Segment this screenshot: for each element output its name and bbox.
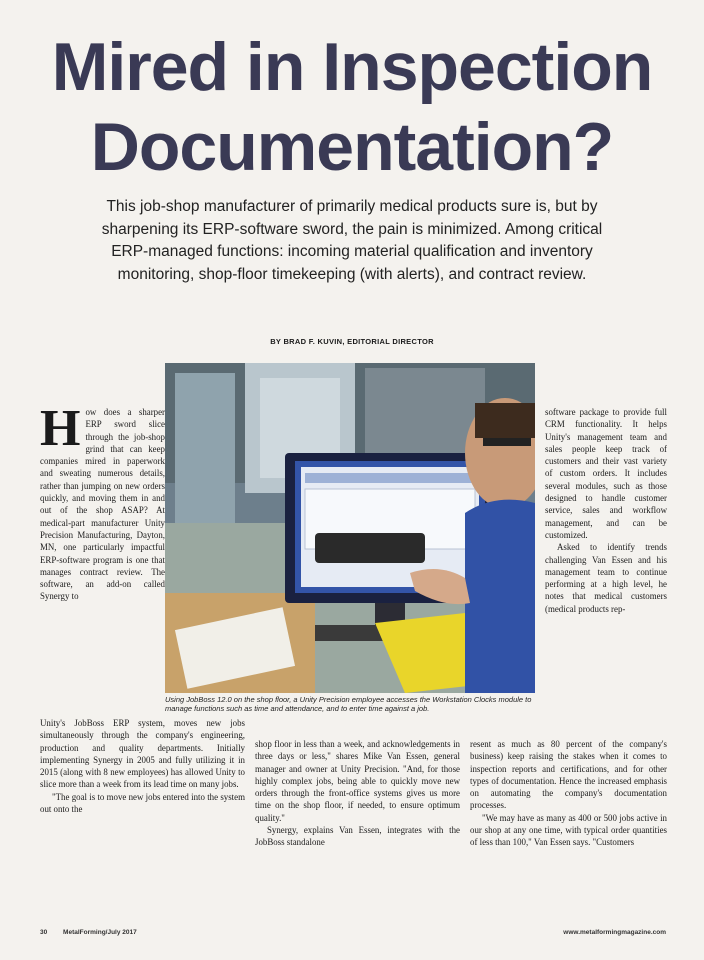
body-paragraph: Unity's JobBoss ERP system, moves new jobs simultaneously through the company's engineering, production and quality departments. Initially implementing Synergy in 2005 and fully utilizing it in 2015 (along with 8 new employees) has allowed Unity to slice more than a week from its lead time on many jobs. <box>40 718 245 790</box>
article-title-line-1: Mired in Inspection <box>51 29 653 105</box>
column-2 <box>255 738 460 849</box>
body-paragraph: Synergy, explains Van Essen, integrates with the JobBoss standalone <box>255 825 460 848</box>
shop-floor-photo <box>165 363 535 693</box>
issue-label: MetalForming/July 2017 <box>63 929 137 936</box>
body-paragraph: software package to provide full CRM functionality. It helps Unity's management team and sales people keep track of customers and their vast variety of custom orders. It includes several modules, such as those designed to handle customer service, sales and workflow management, and can be customized. <box>545 407 667 540</box>
body-paragraph: "We may have as many as 400 or 500 jobs active in our shop at any one time, with typical order quantities of less than 100," Van Essen says. "Customers <box>470 812 667 848</box>
article-deck: This job-shop manufacturer of primarily medical products sure is, but by sharpening its ERP-software sword, the pain is minimized. Among critical ERP-managed functions: incoming material qualification and inventory monitoring, shop-floor timekeeping (with alerts), and contract review. <box>101 198 603 283</box>
page-number: 30 <box>40 929 48 936</box>
byline: BY BRAD F. KUVIN, EDITORIAL DIRECTOR <box>270 337 434 346</box>
column-3-bottom <box>470 738 667 849</box>
column-1-bottom <box>40 717 245 815</box>
intro-paragraph: ow does a sharper ERP sword slice through the job-shop grind that can keep companies mired in paperwork and sweating numerous details, rather than jumping on new orders quickly, and moving them in and out of the shop ASAP? At medical-part manufacturer Unity Precision Manufacturing, Dayton, MN, one particularly impactful ERP-software program is one that manages contract review. The software, an add-on called Synergy to <box>40 407 165 602</box>
body-paragraph: resent as much as 80 percent of the company's business) keep raising the stakes when it comes to inspection reports and certifications, and for other types of documentation. Hence the increased emphasis on automating the company's documentation processes. <box>470 739 667 811</box>
page-footer-left <box>40 929 137 936</box>
body-paragraph: shop floor in less than a week, and acknowledgements in three days or less," shares Mike Van Essen, general manager and owner at Unity Precision. "And, for those highly complex jobs, being able to quickly move new orders through the front-office systems gives us more time on the shop floor, if needed, to ensure optimum quality." <box>255 739 460 823</box>
website-label: www.metalformingmagazine.com <box>563 929 666 936</box>
column-1-top <box>40 400 165 603</box>
body-paragraph: "The goal is to move new jobs entered into the system out onto the <box>40 791 245 815</box>
drop-cap: H <box>40 400 81 457</box>
column-3-top <box>545 406 667 615</box>
article-title-line-2: Documentation? <box>90 109 614 185</box>
photo-caption: Using JobBoss 12.0 on the shop floor, a Unity Precision employee accesses the Workstation Clocks module to manage functions such as time and attendance, and to enter time against a job. <box>165 695 532 713</box>
body-paragraph: Asked to identify trends challenging Van Essen and his management team to continue performing at a high level, he notes that medical customers (medical products rep- <box>545 542 667 614</box>
